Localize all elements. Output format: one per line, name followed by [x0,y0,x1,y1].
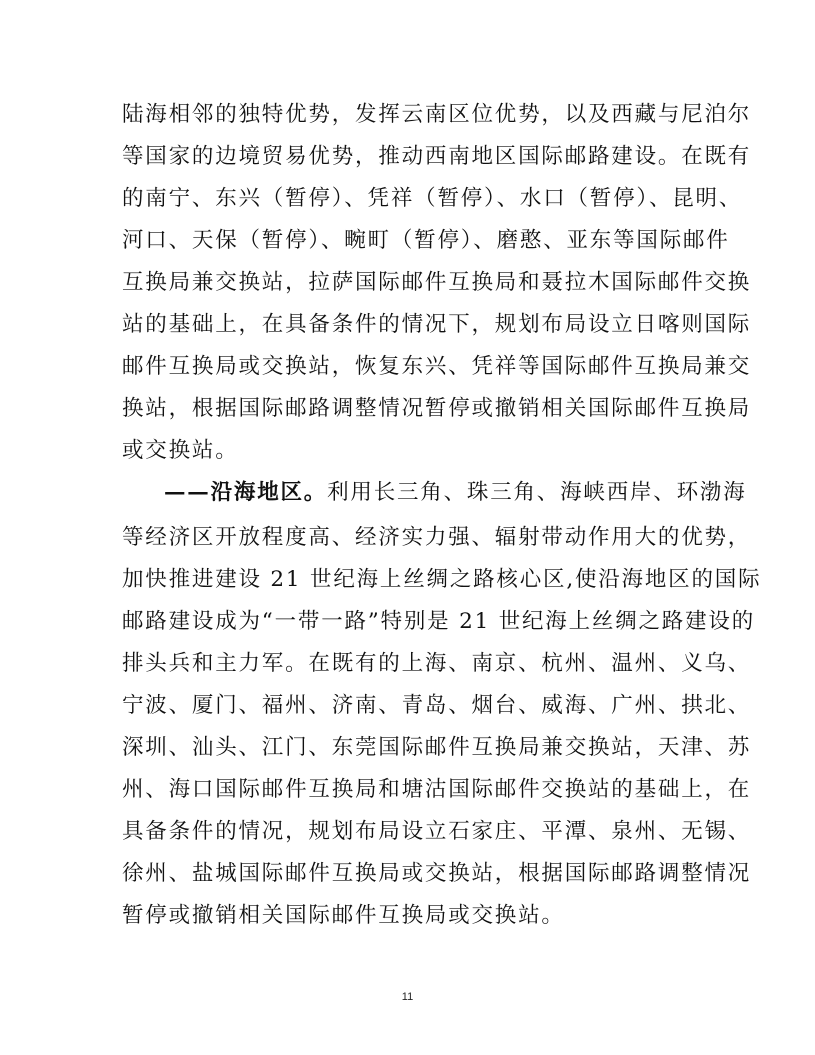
text-line: 河口、天保（暂停）、畹町（暂停）、磨憨、亚东等国际邮件 [122,228,730,253]
text-line: 互换局兼交换站，拉萨国际邮件互换局和聂拉木国际邮件交换 [122,270,752,295]
text-line: 换站，根据国际邮路调整情况暂停或撤销相关国际邮件互换局 [122,396,752,421]
text-line: 邮路建设成为“一带一路”特别是 21 世纪海上丝绸之路建设的 [122,609,756,634]
section-heading: ——沿海地区。 [164,480,328,505]
page-number: 11 [401,991,414,1003]
text-line: 邮件互换局或交换站，恢复东兴、凭祥等国际邮件互换局兼交 [122,354,752,379]
text-line: 站的基础上，在具备条件的情况下，规划布局设立日喀则国际 [122,312,752,337]
text-line: 徐州、盐城国际邮件互换局或交换站，根据国际邮路调整情况 [122,861,752,886]
text-line: 具备条件的情况，规划布局设立石家庄、平潭、泉州、无锡、 [122,819,752,844]
text-line: 州、海口国际邮件互换局和塘沽国际邮件交换站的基础上，在 [122,777,752,802]
first-line-text: 利用长三角、珠三角、海峡西岸、环渤海 [327,480,747,505]
paragraph-first-line [164,478,747,508]
text-line: 排头兵和主力军。在既有的上海、南京、杭州、温州、义乌、 [122,651,752,676]
text-line: 的南宁、东兴（暂停）、凭祥（暂停）、水口（暂停）、昆明、 [122,186,743,211]
text-line: 等国家的边境贸易优势，推动西南地区国际邮路建设。在既有 [122,144,752,169]
text-line: 暂停或撤销相关国际邮件互换局或交换站。 [122,903,565,928]
text-line: 或交换站。 [122,438,239,463]
text-line: 宁波、厦门、福州、济南、青岛、烟台、威海、广州、拱北、 [122,693,752,718]
text-line: 等经济区开放程度高、经济实力强、辐射带动作用大的优势， [122,525,752,550]
text-line: 陆海相邻的独特优势，发挥云南区位优势，以及西藏与尼泊尔 [122,102,752,127]
text-line: 加快推进建设 21 世纪海上丝绸之路核心区,使沿海地区的国际 [122,567,762,592]
text-line: 深圳、汕头、江门、东莞国际邮件互换局兼交换站，天津、苏 [122,735,752,760]
